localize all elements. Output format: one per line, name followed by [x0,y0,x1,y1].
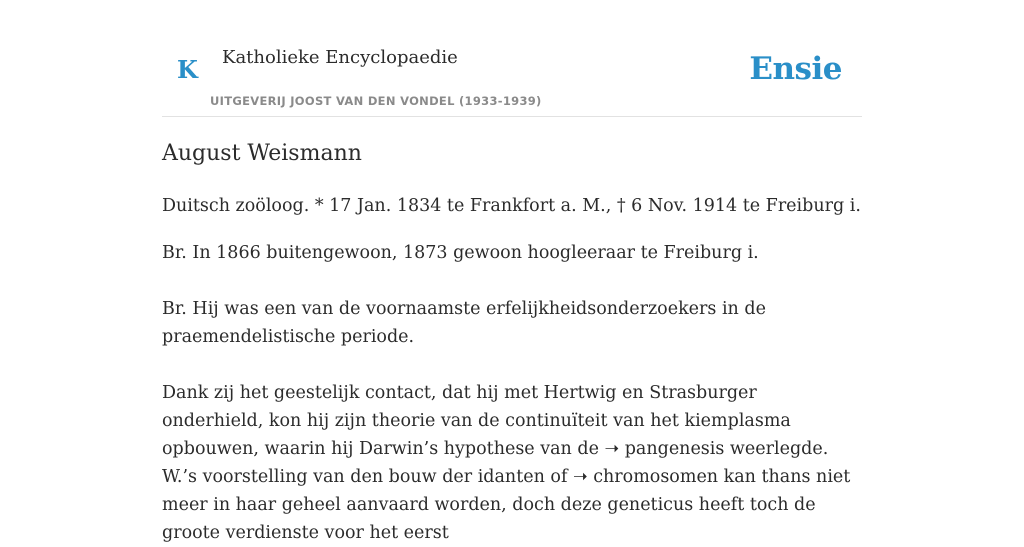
article-paragraph: Duitsch zoöloog. * 17 Jan. 1834 te Frankfort a. M., † 6 Nov. 1914 te Freiburg i. [162,196,861,216]
article-body [162,136,862,547]
site-header [162,0,862,117]
site-title[interactable]: Katholieke Encyclopaedie [222,47,458,68]
publisher-subtitle: UITGEVERIJ JOOST VAN DEN VONDEL (1933-1939) [210,94,542,108]
article-paragraph: Br. Hij was een van de voornaamste erfelijkheidsonderzoekers in de praemendelistische periode. [162,299,766,347]
article-paragraph: Br. In 1866 buitengewoon, 1873 gewoon hoogleeraar te Freiburg i. [162,243,759,263]
article-title: August Weismann [162,141,362,166]
article-paragraph: Dank zij het geestelijk contact, dat hij met Hertwig en Strasburger onderhield, kon hij zijn theorie van de continuïteit van het kiemplasma opbouwen, waarin hij Darwin’s hypothese van de ➝ pangenesis weerlegde. W.’s voorstelling van den bouw der idanten of ➝ chromosomen kan thans niet meer in haar geheel aanvaard worden, doch deze geneticus heeft toch de groote verdienste voor het eerst [162,383,851,543]
logo-icon[interactable]: K [177,55,198,84]
brand-logo[interactable]: Ensie [749,51,842,87]
